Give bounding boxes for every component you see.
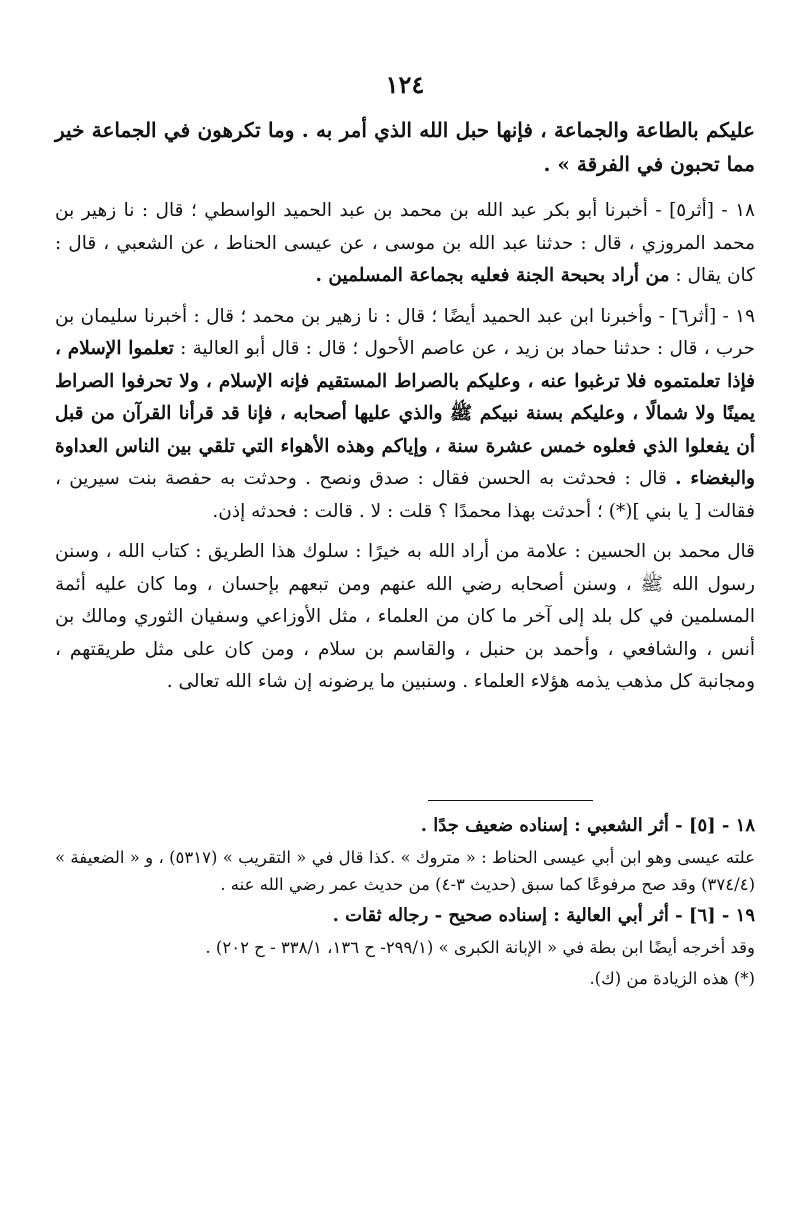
footnote-19-heading: ١٩ - [٦] - أثر أبي العالية : إسناده صحيح - رجاله ثقات . [332, 905, 755, 926]
athar-19-chain: ١٩ - [أثر٦] - وأخبرنا ابن عبد الحميد أيضًا ؛ قال : نا زهير بن محمد ؛ قال : أخبرنا سليمان بن حرب ، قال : حدثنا حماد بن زيد ، عن عاصم الأحول ؛ قال : قال أبو العالية : [55, 305, 756, 359]
commentary-paragraph [55, 536, 755, 699]
athar-18-saying: من أراد بحبحة الجنة فعليه بجماعة المسلمين . [315, 265, 670, 286]
intro-paragraph: عليكم بالطاعة والجماعة ، فإنها حبل الله الذي أمر به . وما تكرهون في الجماعة خير مما تحبون في الفرقة » . [55, 118, 755, 176]
commentary-author: قال محمد بن الحسين [587, 541, 755, 562]
commentary-text: : علامة من أراد الله به خيرًا : سلوك هذا الطريق : كتاب الله ، وسنن رسول الله ﷺ ، وسنن أصحابه رضي الله عنهم ومن تبعهم بإحسان ، وما كان عليه أئمة المسلمين في كل بلد إلى آخر ما كان من العلماء ، مثل الأوزاعي وسفيان الثوري ومالك بن أنس ، والشافعي ، وأحمد بن حنبل ، والقاسم بن سلام ، ومن كان على مثل طريقتهم ، ومجانبة كل مذهب يذمه هؤلاء العلماء . وسنبين ما يرضونه إن شاء الله تعالى . [55, 541, 755, 692]
footnote-asterisk-note: (*) هذه الزيادة من (ك). [589, 969, 755, 988]
footnote-18-body: علته عيسى وهو ابن أبي عيسى الحناط : « متروك » .كذا قال في « التقريب » (٥٣١٧) ، و « الضعيفة » (٣٧٤/٤) وقد صح مرفوعًا كما سبق (حديث ٣-٤) من حديث عمر رضي الله عنه . [55, 848, 755, 894]
athar-18-chain: ١٨ - [أثر٥] - أخبرنا أبو بكر عبد الله بن محمد بن عبد الحميد الواسطي ؛ قال : نا زهير بن محمد المروزي ، قال : حدثنا عبد الله بن موسى ، عن عيسى الحناط ، عن الشعبي ، قال : كان يقال : [55, 200, 755, 286]
athar-19-paragraph [55, 301, 755, 529]
footnote-19-body: وقد أخرجه أيضًا ابن بطة في « الإبانة الكبرى » (٢٩٩/١- ح ١٣٦، ٣٣٨/١ - ح ٢٠٢) . [205, 938, 755, 957]
athar-18-paragraph [55, 195, 755, 293]
athar-19-tail: قال : فحدثت به الحسن فقال : صدق ونصح . وحدثت به حفصة بنت سيرين ، فقالت [ يا بني ](*) ؛ أحدثت بهذا محمدًا ؟ قلت : لا . قالت : فحدثه إذن. [55, 468, 755, 522]
footnotes [55, 812, 755, 996]
page-body [55, 70, 755, 707]
footnote-18-heading: ١٨ - [٥] - أثر الشعبي : إسناده ضعيف جدًا . [420, 815, 755, 836]
page-number: ١٢٤ [385, 70, 425, 99]
athar-19-saying: تعلموا الإسلام ، فإذا تعلمتموه فلا ترغبوا عنه ، وعليكم بالصراط المستقيم فإنه الإسلام ، ولا تحرفوا الصراط يمينًا ولا شمالًا ، وعليكم بسنة نبيكم ﷺ والذي عليها أصحابه ، فإنا قد قرأنا القرآن من قبل أن يفعلوا الذي فعلوه خمس عشرة سنة ، وإياكم وهذه الأهواء التي تلقي بين الناس العداوة والبغضاء . [55, 338, 755, 489]
footnote-divider [428, 800, 593, 801]
